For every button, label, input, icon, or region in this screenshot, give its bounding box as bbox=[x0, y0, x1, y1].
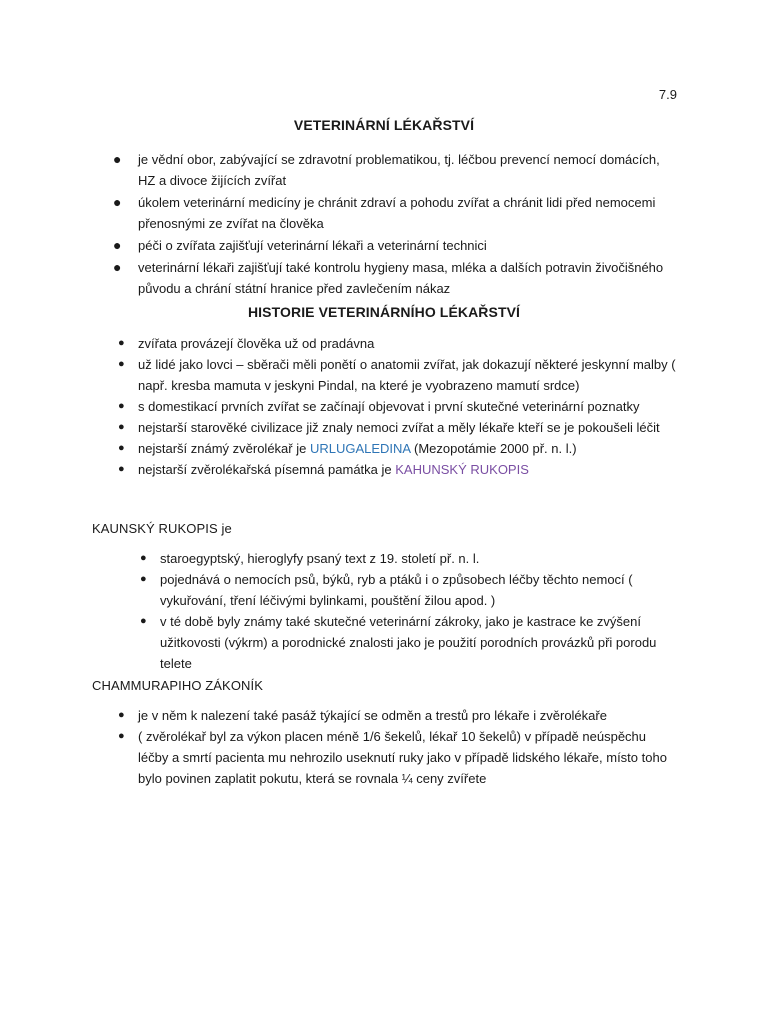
list-item bbox=[118, 726, 678, 789]
list-item-text-before: nejstarší zvěrolékařská písemná památka je bbox=[138, 462, 396, 477]
list-item bbox=[113, 257, 678, 299]
bullet-icon: ● bbox=[118, 337, 125, 349]
list-kahun-papyrus bbox=[140, 548, 680, 674]
bullet-icon: ● bbox=[140, 615, 147, 627]
list-item bbox=[118, 459, 678, 480]
list-item bbox=[113, 235, 678, 256]
heading-history: HISTORIE VETERINÁRNÍHO LÉKAŘSTVÍ bbox=[247, 304, 521, 320]
list-veterinary-medicine bbox=[113, 149, 678, 299]
list-item-text: pojednává o nemocích psů, býků, ryb a ptáků i o způsobech léčby těchto nemocí ( vykuřování, tření léčivými bylinkami, pouštění žilou apod. ) bbox=[160, 572, 633, 608]
heading-hammurabi-code: CHAMMURAPIHO ZÁKONÍK bbox=[92, 678, 264, 693]
bullet-icon: ● bbox=[118, 442, 125, 454]
list-item bbox=[113, 149, 678, 191]
list-item-text-after: (Mezopotámie 2000 př. n. l.) bbox=[410, 441, 577, 456]
page-number: 7.9 bbox=[658, 87, 677, 102]
list-item-text: v té době byly známy také skutečné veterinární zákroky, jako je kastrace ke zvýšení užitkovosti (výkrm) a porodnické znalosti jako je použití porodních provázků při porodu telete bbox=[160, 614, 657, 671]
list-item-text-before: nejstarší známý zvěrolékař je bbox=[138, 441, 310, 456]
bullet-icon: ● bbox=[140, 552, 147, 564]
list-hammurabi-code bbox=[118, 705, 678, 789]
bullet-icon: ● bbox=[118, 421, 125, 433]
list-item-text: staroegyptský, hieroglyfy psaný text z 19. století př. n. l. bbox=[160, 551, 480, 566]
bullet-icon: ● bbox=[118, 358, 125, 370]
bullet-icon: ● bbox=[113, 151, 122, 167]
list-history bbox=[118, 333, 678, 480]
list-item-text: je v něm k nalezení také pasáž týkající se odměn a trestů pro lékaře i zvěrolékaře bbox=[138, 708, 607, 723]
list-item-text: nejstarší starověké civilizace již znaly nemoci zvířat a měly lékaře kteří se je pokoušeli léčit bbox=[138, 420, 660, 435]
bullet-icon: ● bbox=[118, 400, 125, 412]
list-item bbox=[118, 333, 678, 354]
list-item-text: je vědní obor, zabývající se zdravotní problematikou, tj. léčbou prevencí nemocí domácích, HZ a divoce žijících zvířat bbox=[138, 152, 660, 188]
list-item bbox=[140, 548, 680, 569]
list-item bbox=[140, 611, 680, 674]
bullet-icon: ● bbox=[140, 573, 147, 585]
bullet-icon: ● bbox=[113, 259, 122, 275]
list-item-text: úkolem veterinární medicíny je chránit zdraví a pohodu zvířat a chránit lidi před nemocemi přenosnými ze zvířat na člověka bbox=[138, 195, 656, 231]
bullet-icon: ● bbox=[113, 237, 122, 253]
list-item-text: péči o zvířata zajišťují veterinární lékaři a veterinární technici bbox=[138, 238, 487, 253]
list-item bbox=[118, 354, 678, 396]
list-item bbox=[113, 192, 678, 234]
list-item-text: ( zvěrolékař byl za výkon placen méně 1/6 šekelů, lékař 10 šekelů) v případě neúspěchu léčby a smrtí pacienta mu nehrozilo useknutí ruky jako v případě lidského lékaře, místo toho bylo povinen zaplatit pokutu, která se rovnala ¼ ceny zvířete bbox=[138, 729, 667, 786]
bullet-icon: ● bbox=[113, 194, 122, 210]
heading-kahun-papyrus: KAUNSKÝ RUKOPIS je bbox=[92, 521, 232, 536]
highlight-kahunsky-rukopis: KAHUNSKÝ RUKOPIS bbox=[395, 462, 529, 477]
list-item bbox=[140, 569, 680, 611]
list-item-text: veterinární lékaři zajišťují také kontrolu hygieny masa, mléka a dalších potravin živočišného původu a chrání státní hranice před zavlečením nákaz bbox=[138, 260, 664, 296]
bullet-icon: ● bbox=[118, 463, 125, 475]
heading-veterinary-medicine: VETERINÁRNÍ LÉKAŘSTVÍ bbox=[293, 117, 475, 133]
list-item-text: zvířata provázejí člověka už od pradávna bbox=[138, 336, 375, 351]
list-item bbox=[118, 705, 678, 726]
list-item-text: s domestikací prvních zvířat se začínají objevovat i první skutečné veterinární poznatky bbox=[138, 399, 640, 414]
bullet-icon: ● bbox=[118, 709, 125, 721]
list-item bbox=[118, 396, 678, 417]
list-item bbox=[118, 417, 678, 438]
bullet-icon: ● bbox=[118, 730, 125, 742]
list-item bbox=[118, 438, 678, 459]
highlight-urlugaledina: URLUGALEDINA bbox=[309, 441, 411, 456]
list-item-text: už lidé jako lovci – sběrači měli ponětí o anatomii zvířat, jak dokazují některé jeskynní malby ( např. kresba mamuta v jeskyni Pindal, na které je vyobrazeno mamutí srdce) bbox=[138, 357, 676, 393]
